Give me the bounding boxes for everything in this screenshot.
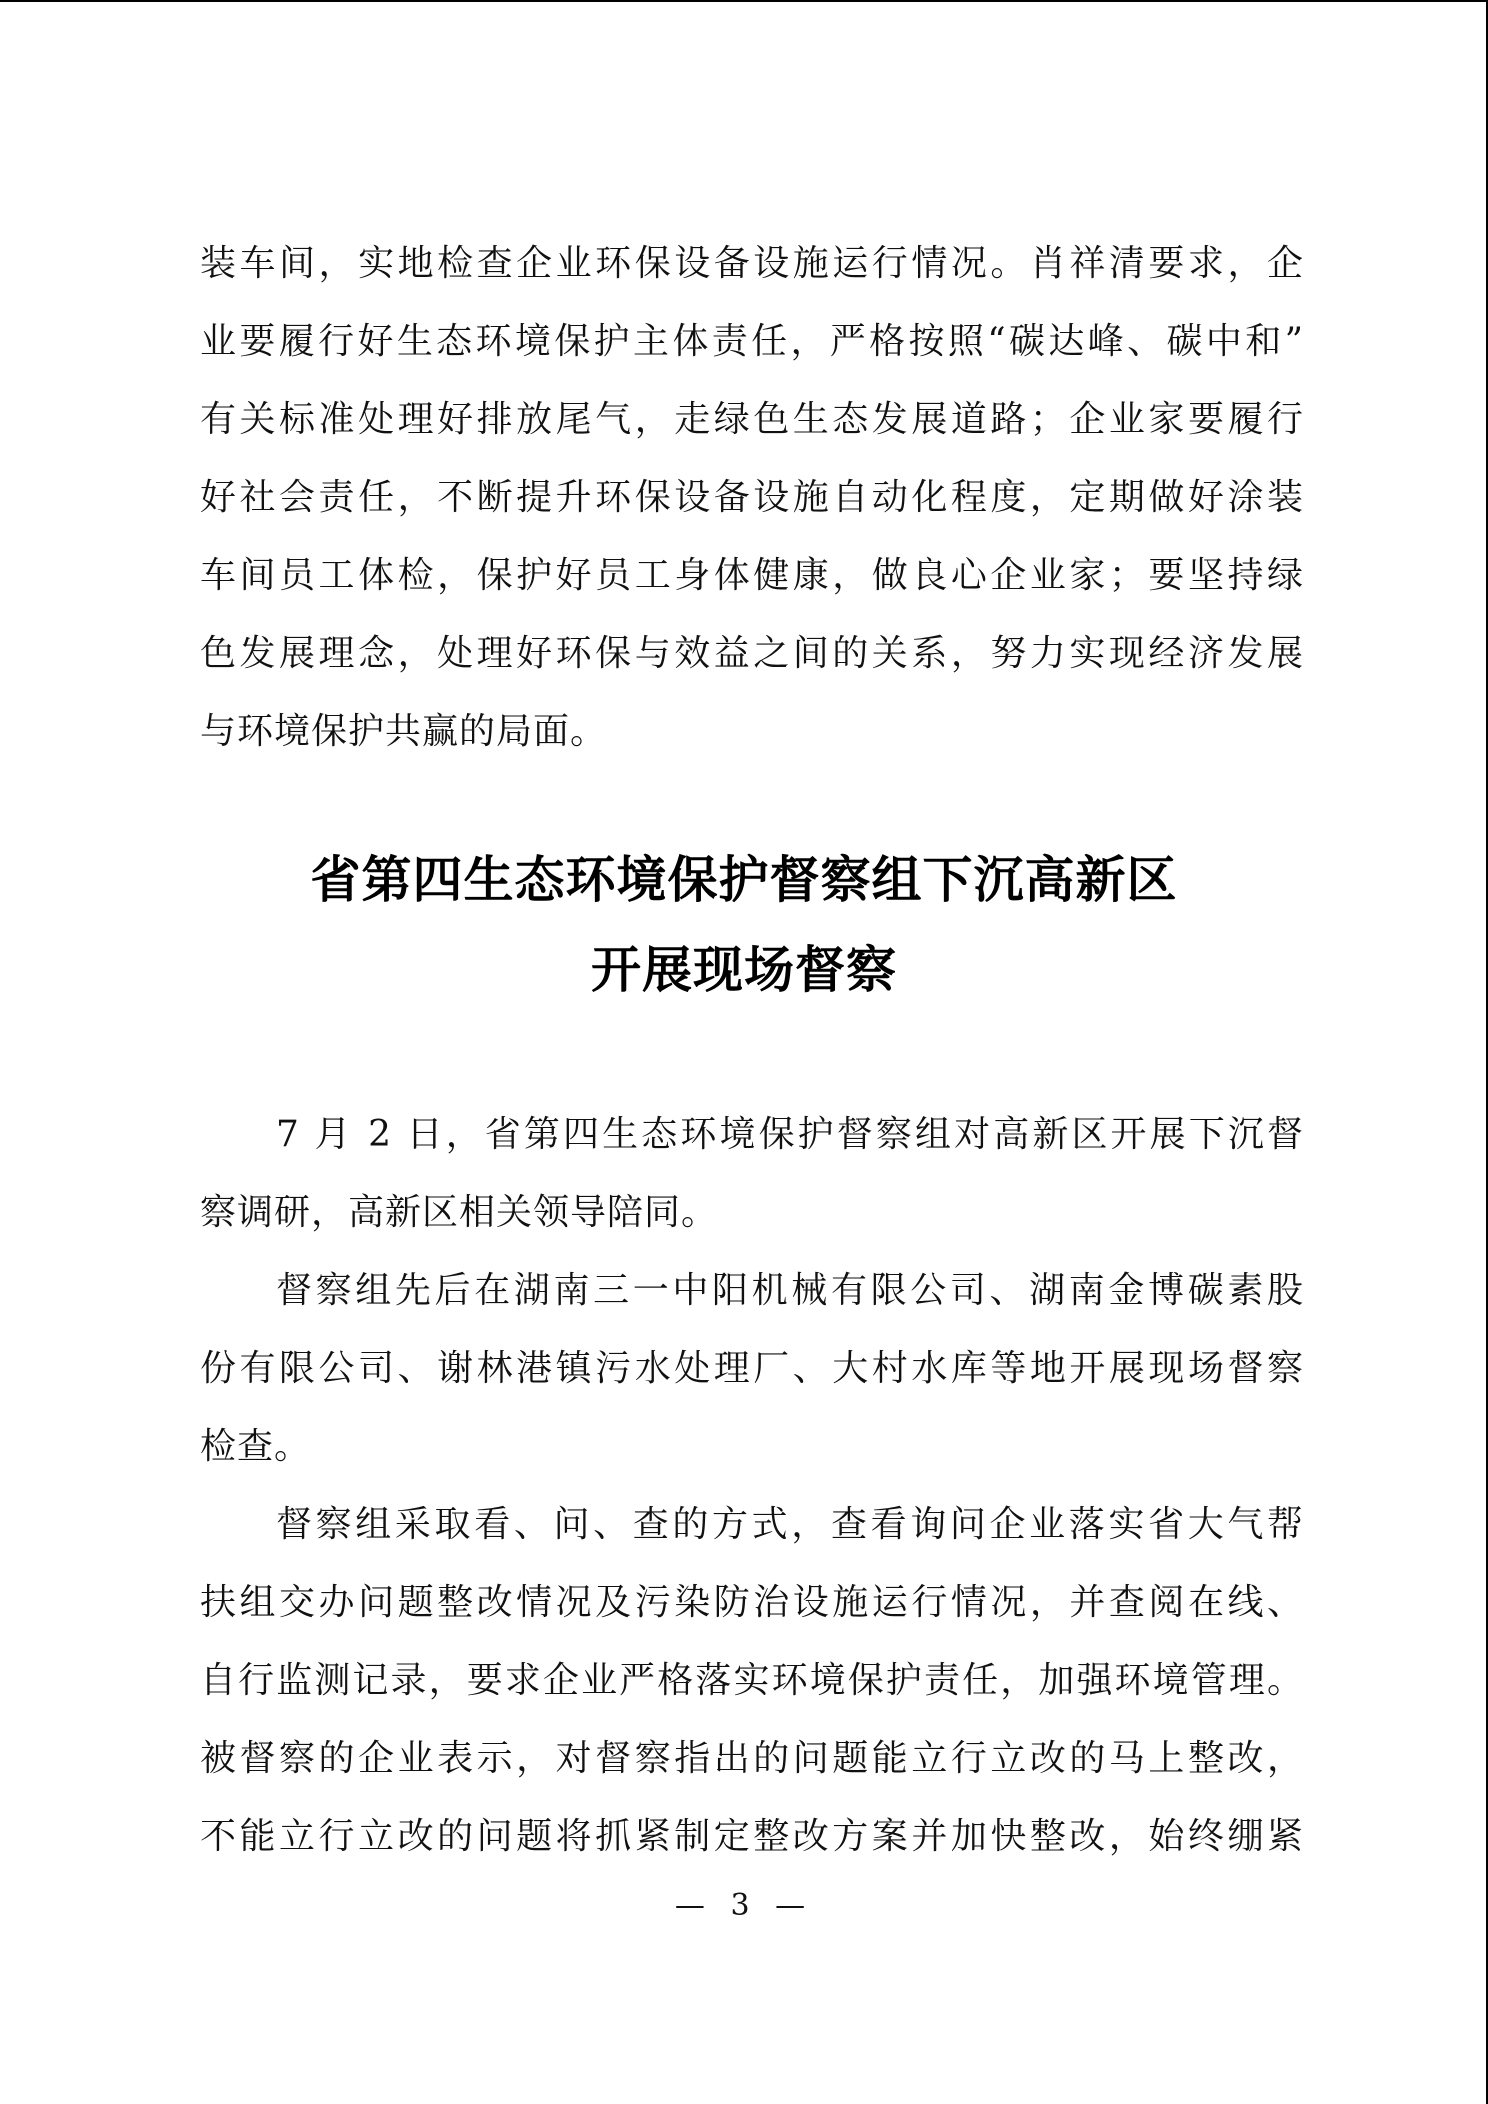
paragraph-1 [200,225,1304,771]
text-line: 督察组采取看、问、查的方式，查看询问企业落实省大气帮 [276,1504,1304,1545]
page-border-top [0,0,1488,2]
text-line: 不能立行立改的问题将抓紧制定整改方案并加快整改，始终绷紧 [200,1816,1304,1857]
article-heading-line-1: 省第四生态环境保护督察组下沉高新区 [310,850,1178,909]
text-line: 好社会责任，不断提升环保设备设施自动化程度，定期做好涂装 [200,477,1304,518]
text-line: 督察组先后在湖南三一中阳机械有限公司、湖南金博碳素股 [276,1270,1304,1311]
text-line: 装车间，实地检查企业环保设备设施运行情况。肖祥清要求，企 [200,243,1304,284]
text-line: 有关标准处理好排放尾气，走绿色生态发展道路；企业家要履行 [200,399,1304,440]
paragraph-2 [200,1096,1304,1252]
text-line: 份有限公司、谢林港镇污水处理厂、大村水库等地开展现场督察 [200,1348,1304,1389]
text-line: 与环境保护共赢的局面。 [200,711,608,752]
article-body [200,1096,1304,1876]
paragraph-3 [200,1252,1304,1486]
text-line: 察调研，高新区相关领导陪同。 [200,1192,719,1233]
text-line: 7 月 2 日，省第四生态环境保护督察组对高新区开展下沉督 [276,1114,1304,1155]
text-line: 被督察的企业表示，对督察指出的问题能立行立改的马上整改， [200,1738,1304,1779]
page-number: — 3 — [674,1888,814,1923]
text-line: 检查。 [200,1426,312,1467]
paragraph-4 [200,1486,1304,1876]
article-heading-line-2: 开展现场督察 [591,940,897,999]
text-line: 自行监测记录，要求企业严格落实环境保护责任，加强环境管理。 [200,1660,1304,1701]
text-line: 车间员工体检，保护好员工身体健康，做良心企业家；要坚持绿 [200,555,1304,596]
text-line: 业要履行好生态环境保护主体责任，严格按照“碳达峰、碳中和” [200,321,1304,362]
text-line: 扶组交办问题整改情况及污染防治设施运行情况，并查阅在线、 [200,1582,1304,1623]
text-line: 色发展理念，处理好环保与效益之间的关系，努力实现经济发展 [200,633,1304,674]
